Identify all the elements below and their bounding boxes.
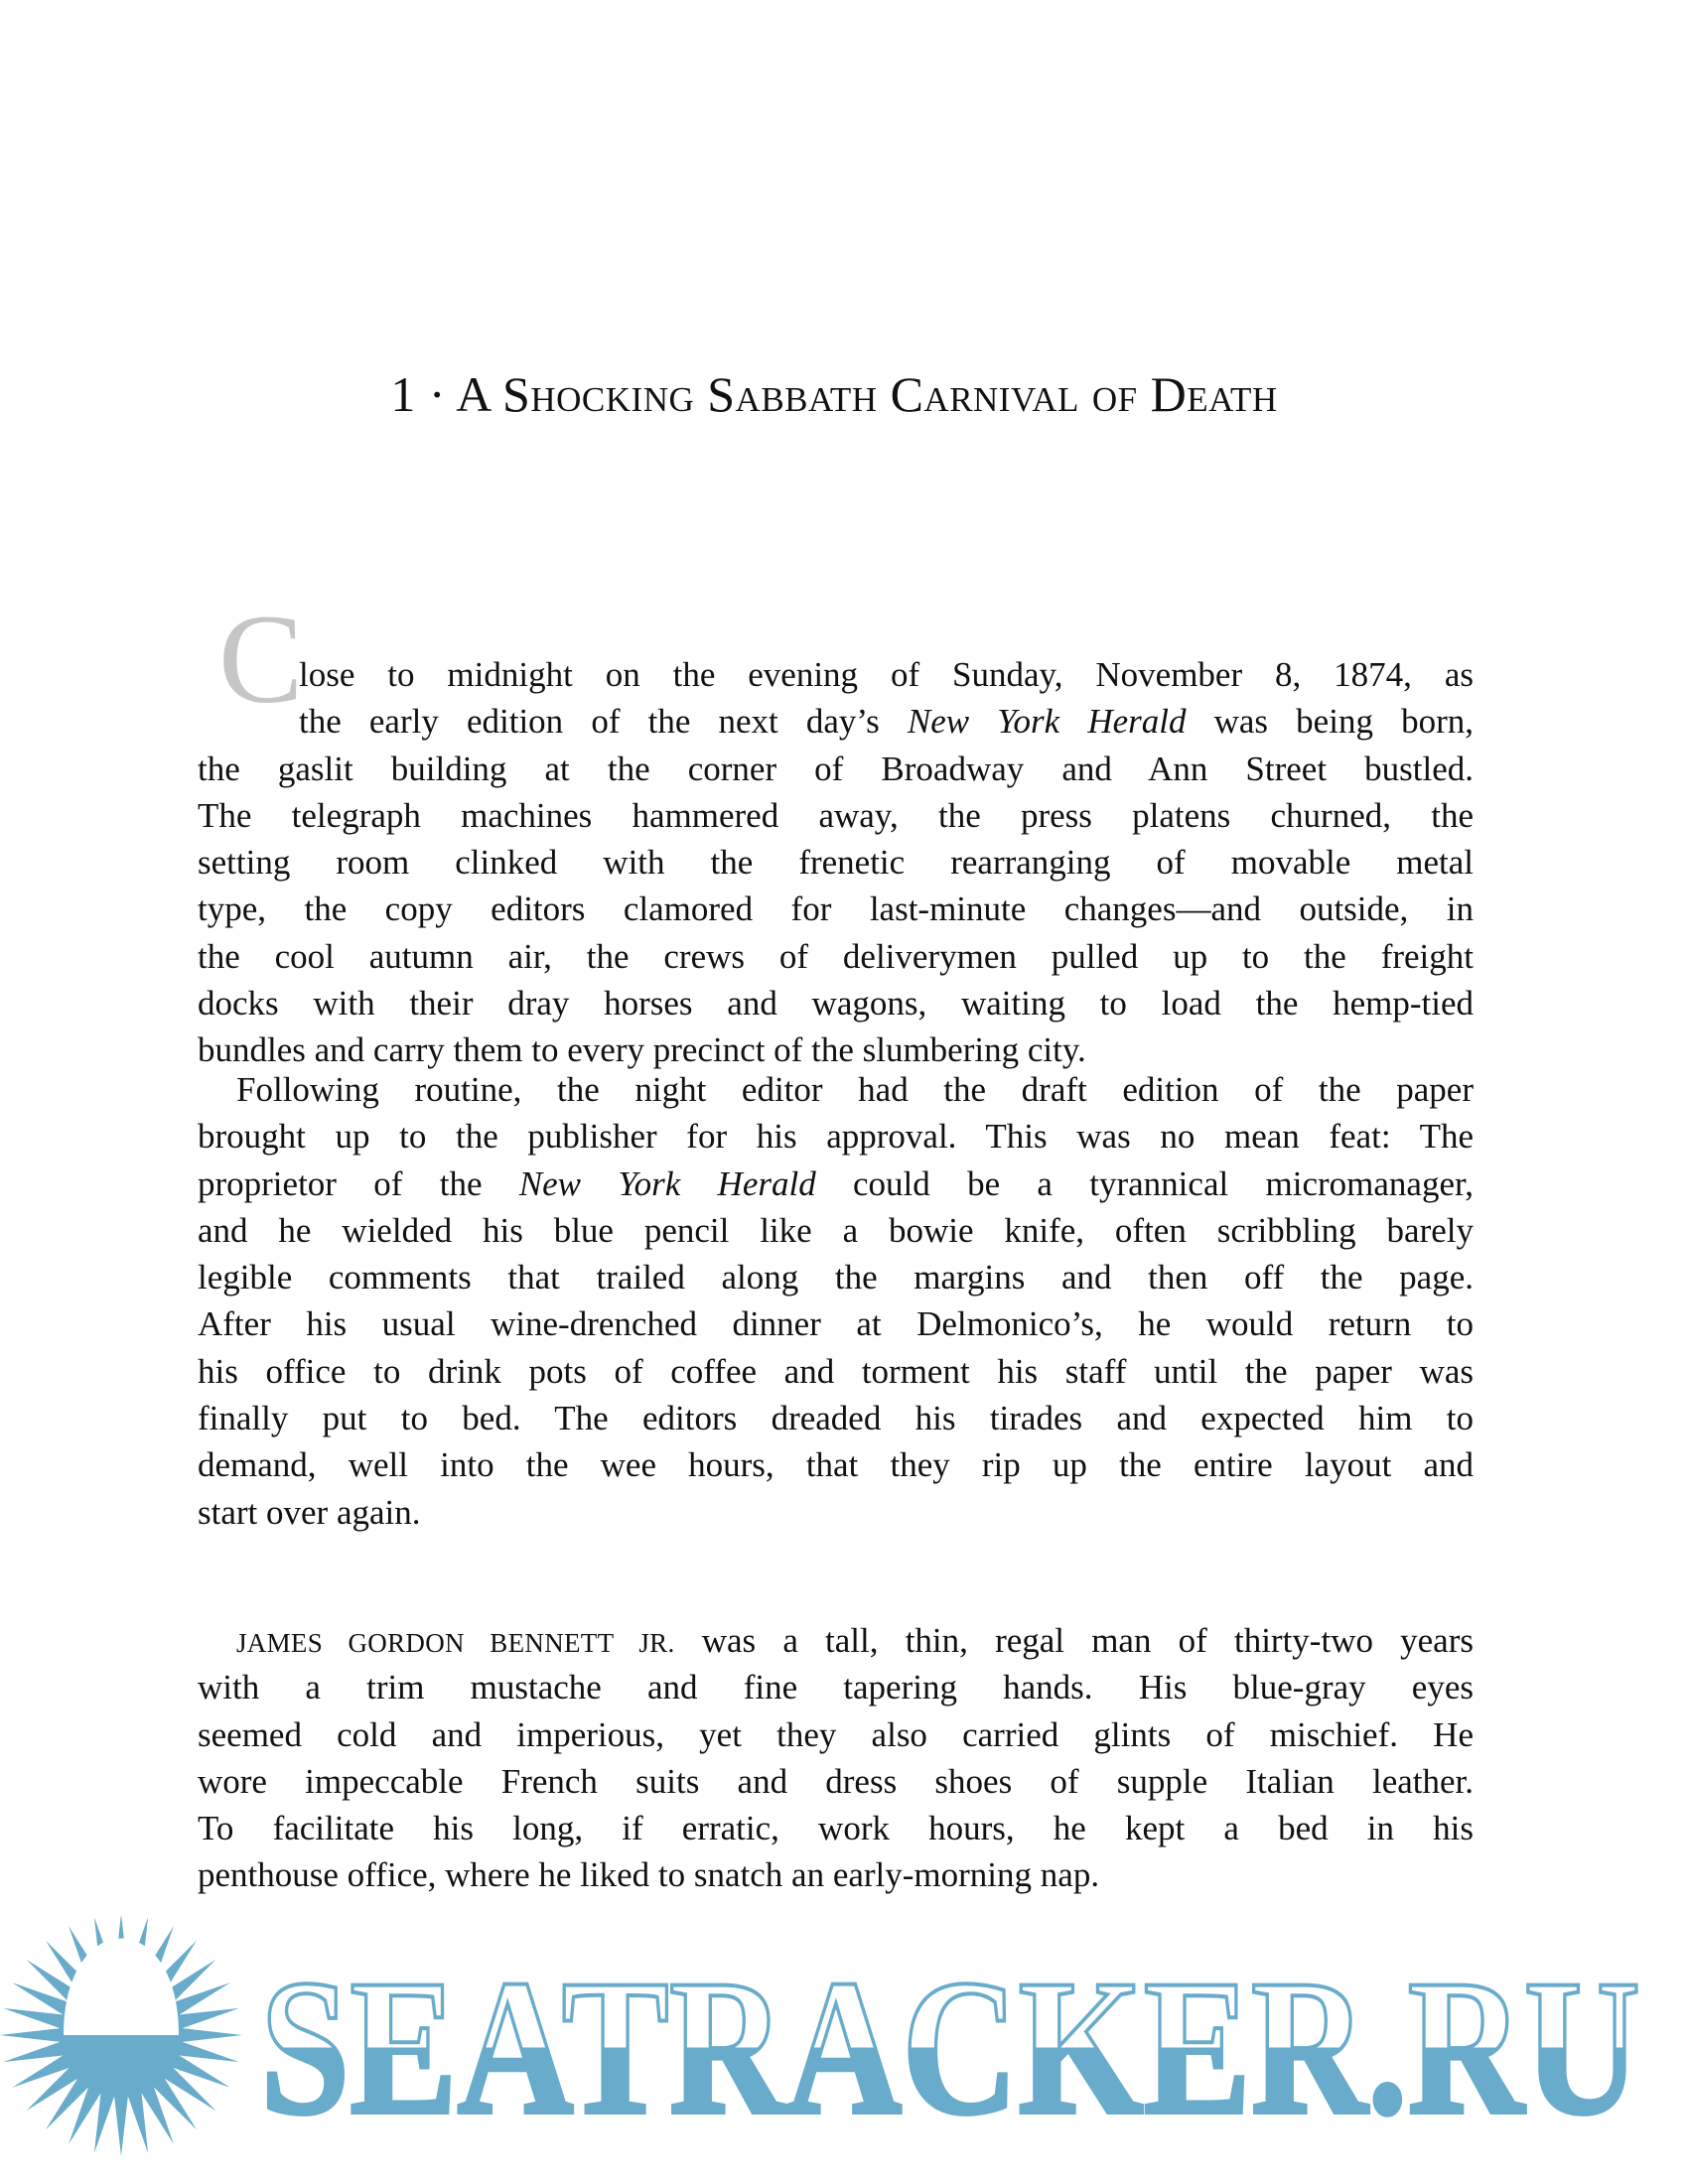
text-line <box>198 933 1474 980</box>
text-line <box>236 1617 1474 1664</box>
italic-title: New York Herald <box>518 1163 816 1203</box>
paragraph-3 <box>198 1617 1474 1899</box>
text-run: proprietor of the <box>198 1163 519 1203</box>
text-run: legible comments that trailed along the margins and then off the page. <box>198 1258 1474 1297</box>
text-run: the early edition of the next day’s <box>299 702 908 742</box>
text-run: type, the copy editors clamored for last-minute changes—and outside, in <box>198 889 1474 929</box>
text-run: start over again. <box>198 1492 421 1532</box>
text-run: the cool autumn air, the crews of deliverymen pulled up to the freight <box>198 936 1474 976</box>
text-line <box>198 1113 1474 1160</box>
text-run: and he wielded his blue pencil like a bowie knife, often scribbling barely <box>198 1210 1474 1250</box>
text-run: bundles and carry them to every precinct of the slumbering city. <box>198 1030 1086 1070</box>
text-run: finally put to bed. The editors dreaded his tirades and expected him to <box>198 1399 1474 1438</box>
chapter-title: 1 · A Shocking Sabbath Carnival of Death <box>390 366 1278 422</box>
text-line <box>198 1851 1474 1898</box>
text-line <box>198 1805 1474 1851</box>
text-run: could be a tyrannical micromanager, <box>815 1163 1474 1203</box>
text-line <box>198 1395 1474 1441</box>
text-run: docks with their dray horses and wagons, waiting to load the hemp-tied <box>198 984 1474 1024</box>
paragraph-2 <box>198 1066 1474 1536</box>
text-run: his office to drink pots of coffee and torment his staff until the paper was <box>198 1351 1474 1391</box>
text-run: with a trim mustache and fine tapering hands. His blue-gray eyes <box>198 1668 1474 1707</box>
sun-icon <box>0 1916 242 2156</box>
text-run: brought up to the publisher for his approval. This was no mean feat: The <box>198 1117 1474 1157</box>
text-run: Following routine, the night editor had the draft edition of the paper <box>236 1070 1474 1109</box>
text-run: setting room clinked with the frenetic rearranging of movable metal <box>198 843 1474 883</box>
small-caps-name: JAMES GORDON BENNETT JR. <box>236 1628 675 1658</box>
text-line <box>299 698 1474 745</box>
text-line <box>198 839 1474 886</box>
text-run: The telegraph machines hammered away, the press platens churned, the <box>198 795 1474 835</box>
text-line <box>198 1758 1474 1805</box>
text-run: was a tall, thin, regal man of thirty-two years <box>674 1621 1474 1660</box>
italic-title: New York Herald <box>907 702 1187 742</box>
text-run: penthouse office, where he liked to snatch an early-morning nap. <box>198 1855 1100 1895</box>
text-line <box>198 746 1474 792</box>
text-line <box>299 651 1474 698</box>
text-line <box>236 1066 1474 1113</box>
text-line <box>198 1254 1474 1300</box>
text-run: lose to midnight on the evening of Sunday, November 8, 1874, as <box>299 655 1474 694</box>
text-line <box>198 1300 1474 1347</box>
paragraph-1 <box>198 651 1474 1074</box>
text-line <box>198 1348 1474 1395</box>
text-line <box>198 886 1474 932</box>
text-line <box>198 1207 1474 1254</box>
text-line <box>198 1664 1474 1710</box>
text-line <box>198 1489 1474 1536</box>
drop-cap: C <box>218 589 304 730</box>
text-line <box>198 792 1474 839</box>
watermark-logo <box>0 1916 1688 2184</box>
text-line <box>198 1160 1474 1207</box>
text-run: demand, well into the wee hours, that they rip up the entire layout and <box>198 1445 1474 1485</box>
text-run: the gaslit building at the corner of Broadway and Ann Street bustled. <box>198 749 1474 788</box>
text-run: seemed cold and imperious, yet they also carried glints of mischief. He <box>198 1714 1474 1754</box>
text-line <box>198 1711 1474 1758</box>
text-run: was being born, <box>1186 702 1474 742</box>
watermark-text: SEATRACKER.RU <box>260 1940 1640 2155</box>
text-line <box>198 1441 1474 1488</box>
text-run: After his usual wine-drenched dinner at Delmonico’s, he would return to <box>198 1304 1474 1344</box>
text-run: wore impeccable French suits and dress shoes of supple Italian leather. <box>198 1761 1474 1801</box>
text-run: To facilitate his long, if erratic, work hours, he kept a bed in his <box>198 1809 1474 1848</box>
text-line <box>198 980 1474 1026</box>
